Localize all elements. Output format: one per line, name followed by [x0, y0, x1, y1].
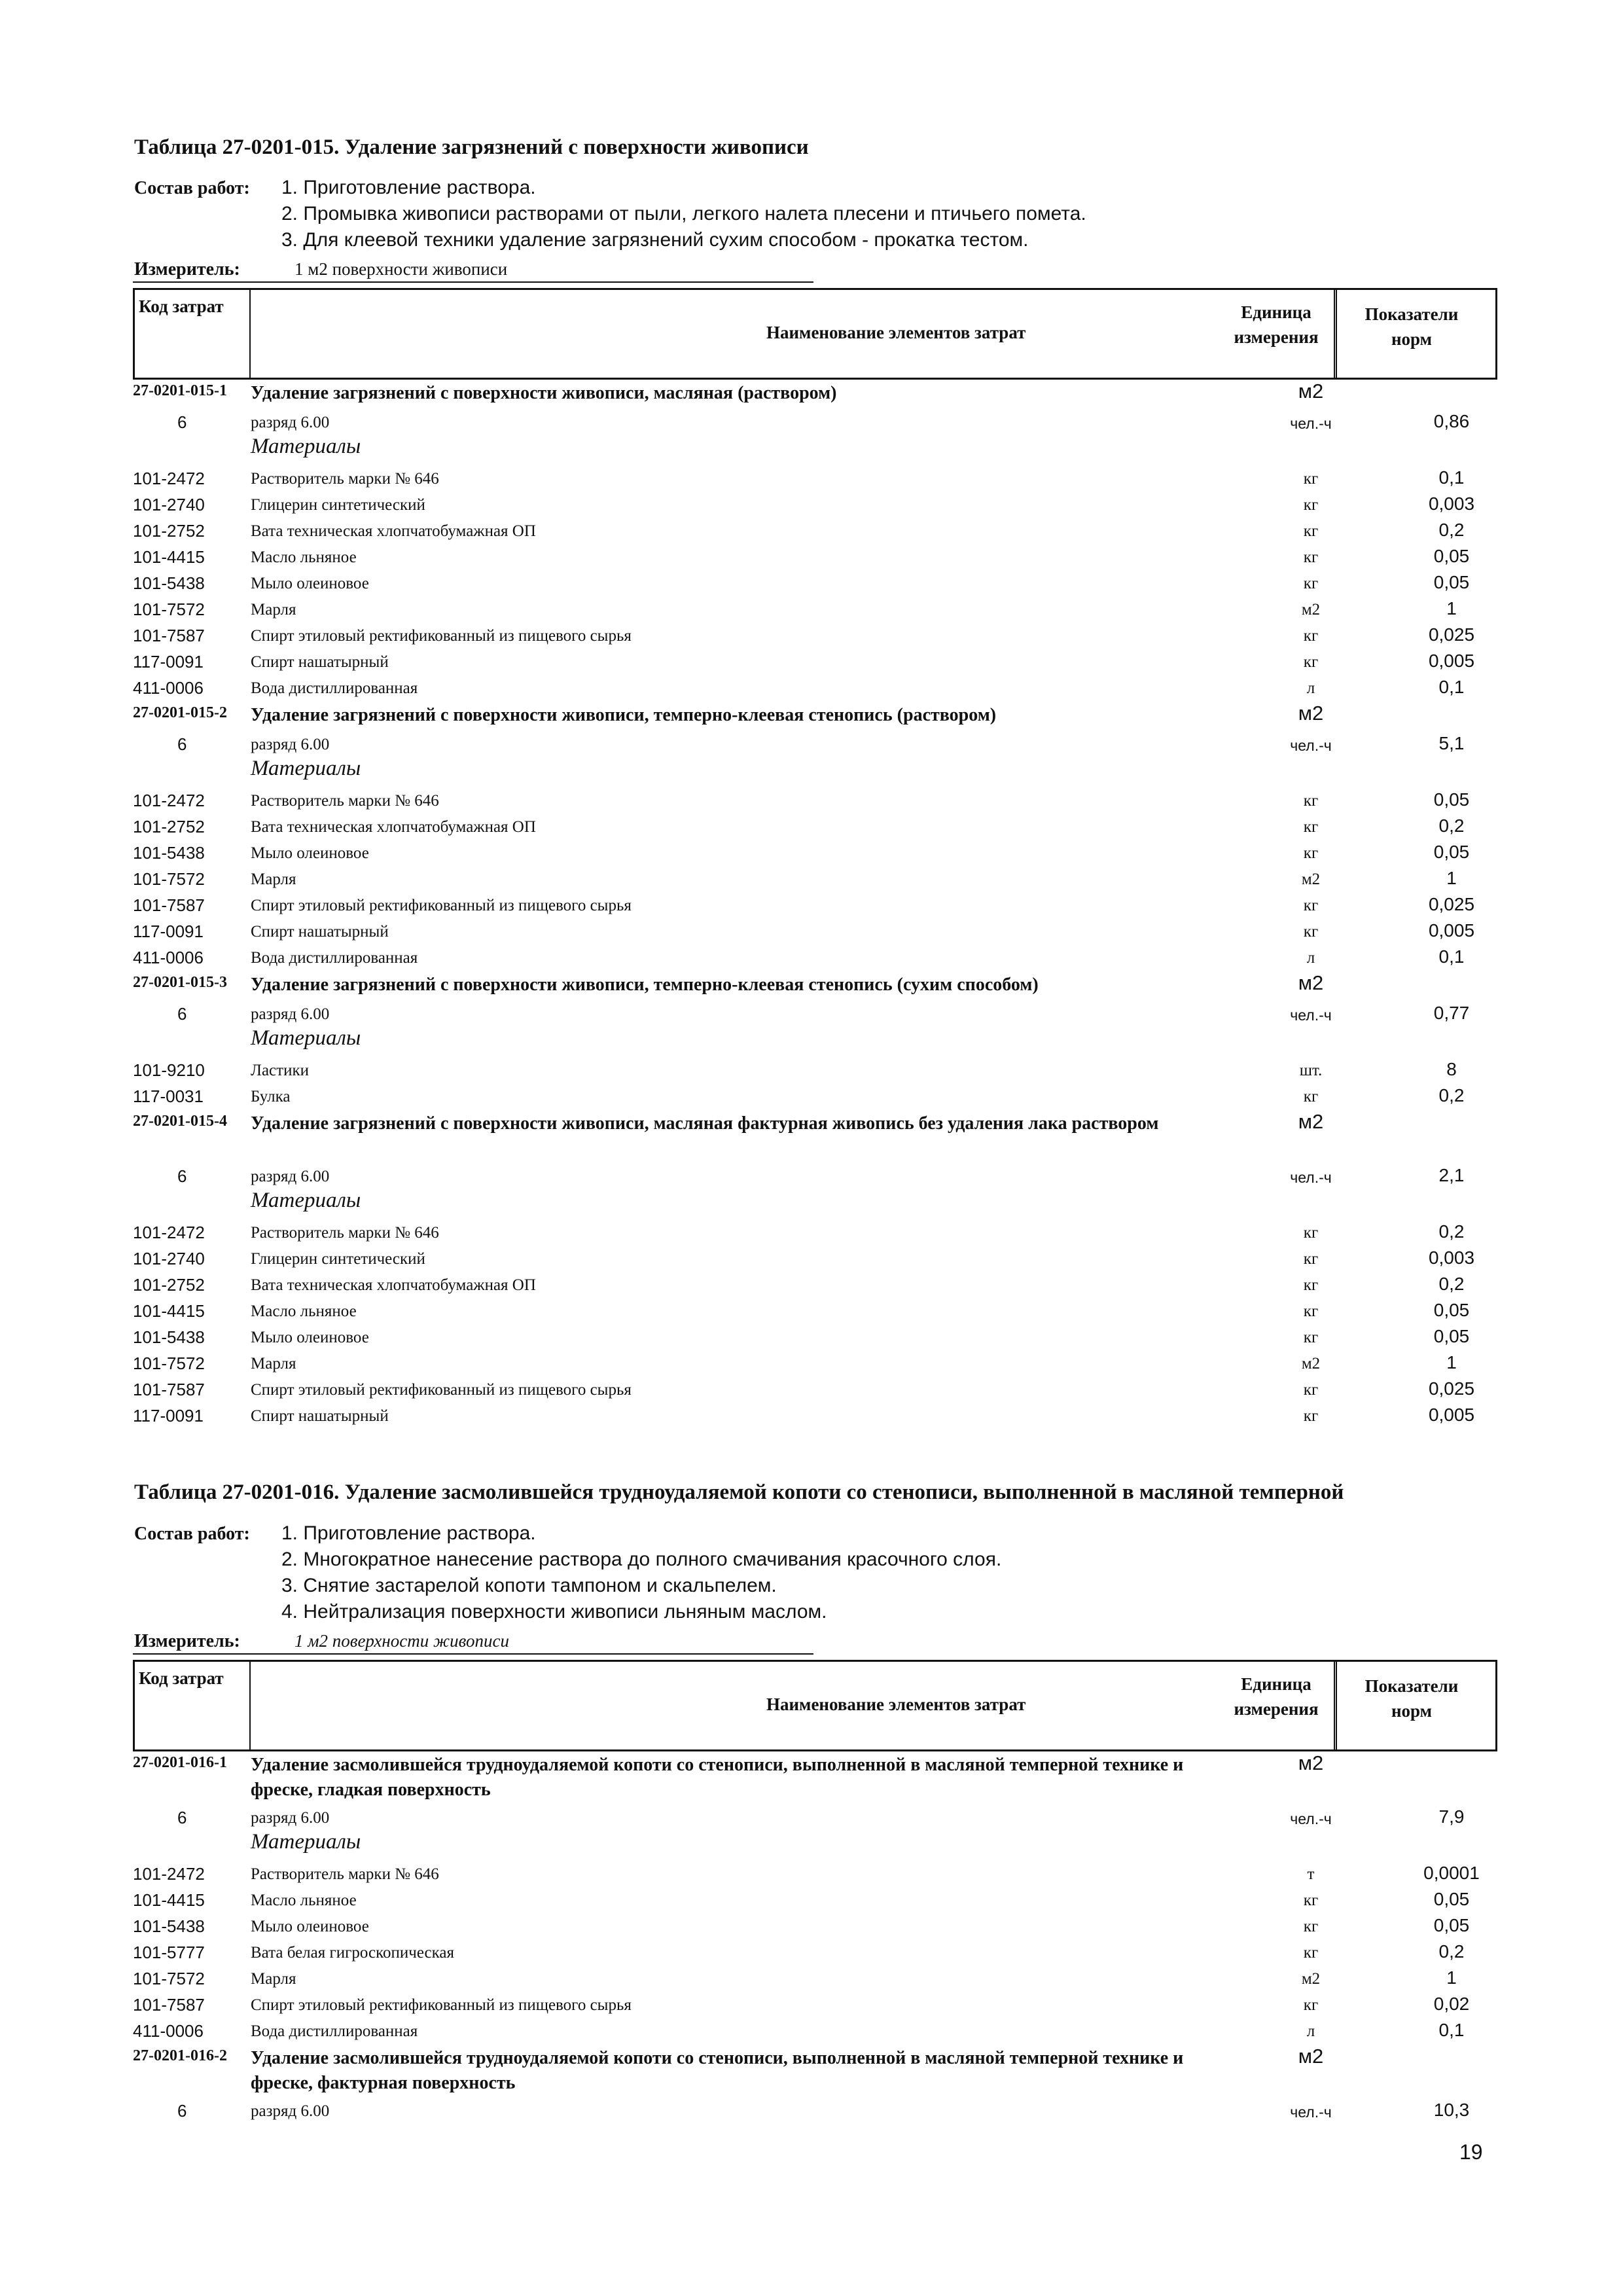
- table-row: [133, 517, 1497, 543]
- cell-unit: кг: [1303, 923, 1319, 941]
- cell-name: Удаление загрязнений с поверхности живописи, темперно-клеевая стенопись (сухим способом): [251, 975, 1039, 995]
- cell-name: Спирт этиловый ректификованный из пищевого сырья: [251, 1381, 632, 1399]
- cell-name: Растворитель марки № 646: [251, 1224, 439, 1242]
- cell-unit: м2: [1301, 601, 1321, 619]
- cell-code: 27-0201-015-2: [133, 704, 227, 721]
- cell-code: 101-5438: [133, 1916, 205, 1936]
- work-step: 2. Промывка живописи растворами от пыли, легкого налета плесени и птичьего помета.: [281, 203, 1086, 224]
- table-row: [133, 2017, 1497, 2043]
- measure-value: 1 м2 поверхности живописи: [294, 259, 508, 279]
- cell-code: 6: [177, 412, 187, 432]
- measure-value: 1 м2 поверхности живописи: [294, 1631, 509, 1651]
- cell-code: 27-0201-016-1: [133, 1754, 227, 1771]
- work-step: 1. Приготовление раствора.: [281, 1522, 536, 1544]
- header-code: Код затрат: [139, 296, 224, 316]
- work-composition-label: Состав работ:: [134, 1524, 250, 1544]
- measure-underline: [133, 1653, 813, 1655]
- cell-value: 1: [1446, 1967, 1457, 1988]
- cell-value: 1: [1446, 1352, 1457, 1372]
- table-row-section: [133, 757, 1497, 787]
- cell-name: Спирт нашатырный: [251, 923, 389, 941]
- cell-name: Глицерин синтетический: [251, 1250, 425, 1268]
- cell-name: Материалы: [251, 1026, 361, 1050]
- cell-unit: кг: [1303, 1996, 1319, 2014]
- cell-name: Материалы: [251, 1189, 361, 1212]
- table-row: [133, 1056, 1497, 1083]
- page-number: 19: [1459, 2140, 1483, 2164]
- table-row: [133, 1350, 1497, 1376]
- cell-name: Ластики: [251, 1062, 309, 1079]
- cell-name: Спирт этиловый ректификованный из пищевого сырья: [251, 1996, 632, 2014]
- table-row: [133, 1912, 1497, 1939]
- table-row-section: [133, 435, 1497, 465]
- table-row: [133, 813, 1497, 839]
- header-divider: [1334, 1660, 1335, 1751]
- cell-unit: м2: [1298, 971, 1324, 994]
- table-row: [133, 1939, 1497, 1965]
- measure-underline: [133, 281, 813, 283]
- cell-code: 101-2752: [133, 817, 205, 836]
- cell-name: Спирт этиловый ректификованный из пищевого сырья: [251, 627, 632, 645]
- cell-value: 0,1: [1438, 467, 1465, 488]
- cell-unit: кг: [1303, 897, 1319, 914]
- cell-unit: м2: [1301, 1355, 1321, 1372]
- header-norm-cell: [1336, 290, 1490, 378]
- table-row: [133, 918, 1497, 944]
- cell-unit: кг: [1303, 470, 1319, 488]
- table-row: [133, 596, 1497, 622]
- header-name: Наименование элементов затрат: [766, 1695, 1026, 1714]
- cell-code: 101-7587: [133, 895, 205, 915]
- cell-unit: т: [1307, 1865, 1315, 1883]
- cell-code: 101-2472: [133, 1864, 205, 1884]
- cell-value: 0,1: [1438, 946, 1465, 967]
- table-row: [133, 1886, 1497, 1912]
- cell-name: Спирт нашатырный: [251, 1407, 389, 1425]
- work-step: 3. Для клеевой техники удаление загрязнений сухим способом - прокатка тестом.: [281, 229, 1029, 251]
- cell-value: 0,2: [1438, 1274, 1465, 1294]
- cell-name: Вата техническая хлопчатобумажная ОП: [251, 818, 536, 836]
- cell-code: 117-0091: [133, 652, 204, 672]
- cell-unit: м2: [1298, 380, 1324, 403]
- table-row: [133, 1083, 1497, 1109]
- cell-code: 101-2740: [133, 1249, 205, 1268]
- cell-code: 101-2472: [133, 791, 205, 810]
- header-name-cell: [249, 290, 1337, 378]
- cell-unit: чел.-ч: [1290, 1810, 1332, 1827]
- cell-name: Вата техническая хлопчатобумажная ОП: [251, 522, 536, 540]
- cell-value: 0,05: [1433, 1915, 1470, 1935]
- cell-name: Спирт нашатырный: [251, 653, 389, 671]
- cell-name: Глицерин синтетический: [251, 496, 425, 514]
- table-title: Таблица 27-0201-015. Удаление загрязнений с поверхности живописи: [134, 135, 809, 159]
- cell-unit: чел.-ч: [1290, 737, 1332, 754]
- table-title: Таблица 27-0201-016. Удаление засмолившейся трудноудаляемой копоти со стенописи, выполненной в масляной темперной: [134, 1480, 1344, 1504]
- cell-name: Марля: [251, 601, 296, 619]
- work-composition-label: Состав работ:: [134, 178, 250, 198]
- table-row: [133, 1860, 1497, 1886]
- cell-name: Масло льняное: [251, 1302, 357, 1320]
- cell-unit: л: [1306, 2022, 1315, 2040]
- cell-value: 0,003: [1428, 1247, 1475, 1268]
- cell-name: Удаление загрязнений с поверхности живописи, темперно-клеевая стенопись (раствором): [251, 705, 997, 725]
- cell-value: 5,1: [1438, 733, 1465, 753]
- cell-unit: чел.-ч: [1290, 2104, 1332, 2121]
- table-row: [133, 622, 1497, 648]
- cell-value: 0,2: [1438, 1941, 1465, 1962]
- table-row-heading: [133, 2043, 1497, 2097]
- cell-unit: кг: [1303, 792, 1319, 810]
- cell-code: 101-2740: [133, 495, 205, 514]
- cell-unit: м2: [1301, 870, 1321, 888]
- cell-name: Удаление засмолившейся трудноудаляемой копоти со стенописи, выполненной в масляной темперной технике и фреске, фактурная поверхность: [251, 2048, 1184, 2093]
- header-norm-cell: [1336, 1662, 1490, 1749]
- cell-unit: м2: [1301, 1970, 1321, 1988]
- table-row: [133, 465, 1497, 491]
- cell-code: 117-0091: [133, 1406, 204, 1426]
- header-code: Код затрат: [139, 1668, 224, 1688]
- cell-value: 0,05: [1433, 1300, 1470, 1320]
- cell-name: Масло льняное: [251, 1892, 357, 1909]
- cell-unit: кг: [1303, 1944, 1319, 1962]
- table-row-heading: [133, 378, 1497, 408]
- table-row: [133, 648, 1497, 674]
- work-step: 1. Приготовление раствора.: [281, 177, 536, 198]
- cell-code: 101-4415: [133, 1890, 205, 1910]
- work-step: 3. Снятие застарелой копоти тампоном и скальпелем.: [281, 1575, 777, 1596]
- table-row: [133, 1323, 1497, 1350]
- cell-code: 117-0031: [133, 1086, 204, 1106]
- cell-value: 0,1: [1438, 677, 1465, 697]
- table-row-section: [133, 1026, 1497, 1056]
- cell-name: Мыло олеиновое: [251, 1329, 369, 1346]
- cell-unit: кг: [1303, 627, 1319, 645]
- cell-code: 101-2472: [133, 1223, 205, 1242]
- cell-unit: кг: [1303, 575, 1319, 592]
- table-row: [133, 1965, 1497, 1991]
- table-row-heading: [133, 1109, 1497, 1162]
- measure-label: Измеритель:: [134, 259, 240, 279]
- cell-value: 0,05: [1433, 1889, 1470, 1909]
- table-row: [133, 787, 1497, 813]
- cell-name: Вода дистиллированная: [251, 2022, 418, 2040]
- table-row: [133, 1376, 1497, 1402]
- cell-code: 101-5438: [133, 573, 205, 593]
- cell-name: Материалы: [251, 757, 361, 780]
- table-row: [133, 865, 1497, 891]
- cell-code: 6: [177, 1004, 187, 1024]
- cell-unit: кг: [1303, 1329, 1319, 1346]
- cell-value: 0,003: [1428, 493, 1475, 514]
- header-unit: Единица измерения: [1234, 1674, 1319, 1719]
- header-divider: [1334, 288, 1335, 380]
- cell-name: Растворитель марки № 646: [251, 1865, 439, 1883]
- cell-unit: м2: [1298, 702, 1324, 725]
- cell-value: 10,3: [1433, 2100, 1470, 2120]
- header-name: Наименование элементов затрат: [766, 323, 1026, 342]
- cell-unit: шт.: [1299, 1062, 1323, 1079]
- table-row: [133, 891, 1497, 918]
- cell-code: 411-0006: [133, 948, 204, 967]
- cell-unit: л: [1306, 679, 1315, 697]
- cell-value: 0,0001: [1423, 1863, 1480, 1883]
- cell-code: 117-0091: [133, 922, 204, 941]
- table-row: [133, 1271, 1497, 1297]
- cell-code: 101-2472: [133, 469, 205, 488]
- cell-name: Растворитель марки № 646: [251, 470, 439, 488]
- cell-unit: кг: [1303, 1407, 1319, 1425]
- cell-name: разряд 6.00: [251, 1005, 330, 1023]
- cell-code: 101-7587: [133, 626, 205, 645]
- cell-unit: кг: [1303, 1381, 1319, 1399]
- cell-code: 101-9210: [133, 1060, 205, 1080]
- cell-value: 0,02: [1433, 1994, 1470, 2014]
- cell-name: Мыло олеиновое: [251, 575, 369, 592]
- cell-code: 101-7572: [133, 1354, 205, 1373]
- cell-unit: м2: [1298, 1751, 1324, 1774]
- table-row-section: [133, 1189, 1497, 1219]
- cell-unit: кг: [1303, 522, 1319, 540]
- cell-value: 0,2: [1438, 1085, 1465, 1105]
- cell-code: 101-5777: [133, 1943, 205, 1962]
- header-norm: Показатели норм: [1364, 1676, 1459, 1721]
- cell-name: Растворитель марки № 646: [251, 792, 439, 810]
- table-row: [133, 730, 1497, 757]
- table-row: [133, 1991, 1497, 2017]
- cell-value: 0,005: [1428, 920, 1475, 941]
- cell-name: Удаление засмолившейся трудноудаляемой копоти со стенописи, выполненной в масляной темперной технике и фреске, гладкая поверхность: [251, 1755, 1184, 1800]
- cell-unit: кг: [1303, 844, 1319, 862]
- cell-unit: кг: [1303, 1918, 1319, 1935]
- cell-code: 411-0006: [133, 2021, 204, 2041]
- cell-name: Масло льняное: [251, 548, 357, 566]
- cell-value: 0,05: [1433, 546, 1470, 566]
- work-step: 2. Многократное нанесение раствора до полного смачивания красочного слоя.: [281, 1549, 1002, 1570]
- cell-value: 0,05: [1433, 1326, 1470, 1346]
- cell-name: Марля: [251, 870, 296, 888]
- table-row: [133, 1219, 1497, 1245]
- cell-value: 0,77: [1433, 1003, 1470, 1023]
- table-row: [133, 543, 1497, 569]
- table-row-section: [133, 1830, 1497, 1860]
- cell-name: Марля: [251, 1355, 296, 1372]
- cell-name: разряд 6.00: [251, 1809, 330, 1827]
- cell-name: Материалы: [251, 1830, 361, 1854]
- cell-code: 101-7572: [133, 600, 205, 619]
- cell-name: Марля: [251, 1970, 296, 1988]
- cell-unit: кг: [1303, 548, 1319, 566]
- cell-unit: чел.-ч: [1290, 415, 1332, 432]
- table-row: [133, 674, 1497, 700]
- cell-unit: кг: [1303, 1892, 1319, 1909]
- cell-code: 101-7572: [133, 1969, 205, 1988]
- cell-unit: м2: [1298, 1110, 1324, 1133]
- cell-code: 6: [177, 1808, 187, 1827]
- cell-name: Вата белая гигроскопическая: [251, 1944, 454, 1962]
- cell-code: 101-7572: [133, 869, 205, 889]
- cell-unit: кг: [1303, 818, 1319, 836]
- cell-value: 0,86: [1433, 411, 1470, 431]
- cell-unit: кг: [1303, 1250, 1319, 1268]
- cell-value: 1: [1446, 598, 1457, 619]
- cell-unit: кг: [1303, 1302, 1319, 1320]
- cell-code: 6: [177, 2101, 187, 2121]
- cell-code: 101-5438: [133, 843, 205, 863]
- cell-value: 0,05: [1433, 789, 1470, 810]
- header-unit: Единица измерения: [1234, 302, 1319, 347]
- cell-name: Мыло олеиновое: [251, 1918, 369, 1935]
- cell-name: разряд 6.00: [251, 414, 330, 431]
- cell-name: Спирт этиловый ректификованный из пищевого сырья: [251, 897, 632, 914]
- cell-value: 8: [1446, 1059, 1457, 1079]
- cell-value: 0,2: [1438, 520, 1465, 540]
- cell-name: Удаление загрязнений с поверхности живописи, масляная (раствором): [251, 383, 837, 403]
- cell-name: Вода дистиллированная: [251, 949, 418, 967]
- cell-value: 0,05: [1433, 572, 1470, 592]
- table-row: [133, 1402, 1497, 1428]
- header-code-cell: [135, 1662, 251, 1749]
- table-row: [133, 408, 1497, 435]
- cell-name: Вода дистиллированная: [251, 679, 418, 697]
- table-row: [133, 1297, 1497, 1323]
- cell-value: 0,005: [1428, 1405, 1475, 1425]
- table-row: [133, 569, 1497, 596]
- cell-value: 0,2: [1438, 816, 1465, 836]
- cell-code: 27-0201-015-4: [133, 1113, 227, 1130]
- table-row: [133, 944, 1497, 970]
- cell-code: 101-4415: [133, 1301, 205, 1321]
- cell-name: Булка: [251, 1088, 291, 1105]
- cell-name: Материалы: [251, 435, 361, 458]
- cell-unit: чел.-ч: [1290, 1007, 1332, 1024]
- cell-value: 0,025: [1428, 1378, 1475, 1399]
- cell-value: 7,9: [1438, 1806, 1465, 1827]
- cell-code: 6: [177, 734, 187, 754]
- cell-name: разряд 6.00: [251, 2102, 330, 2120]
- cell-unit: кг: [1303, 496, 1319, 514]
- cell-unit: кг: [1303, 1276, 1319, 1294]
- table-row-heading: [133, 1750, 1497, 1804]
- cell-value: 0,005: [1428, 651, 1475, 671]
- cell-unit: кг: [1303, 1224, 1319, 1242]
- header-norm: Показатели норм: [1364, 304, 1459, 349]
- cell-unit: м2: [1298, 2045, 1324, 2068]
- table-row-heading: [133, 700, 1497, 730]
- cell-value: 0,025: [1428, 624, 1475, 645]
- cell-value: 0,1: [1438, 2020, 1465, 2040]
- table-row: [133, 2097, 1497, 2123]
- header-code-cell: [135, 290, 251, 378]
- cell-value: 1: [1446, 868, 1457, 888]
- cell-code: 6: [177, 1166, 187, 1186]
- cell-name: Мыло олеиновое: [251, 844, 369, 862]
- cell-unit: чел.-ч: [1290, 1169, 1332, 1186]
- table-row-heading: [133, 970, 1497, 1000]
- cell-name: Удаление загрязнений с поверхности живописи, масляная фактурная живопись без удаления лака раствором: [251, 1113, 1159, 1134]
- table-row: [133, 839, 1497, 865]
- table-row: [133, 491, 1497, 517]
- cell-code: 27-0201-016-2: [133, 2047, 227, 2064]
- table-row: [133, 1245, 1497, 1271]
- cell-name: разряд 6.00: [251, 1168, 330, 1185]
- cell-code: 101-2752: [133, 521, 205, 541]
- cell-code: 27-0201-015-1: [133, 382, 227, 399]
- cell-code: 101-7587: [133, 1380, 205, 1399]
- cell-code: 411-0006: [133, 678, 204, 698]
- cell-name: Вата техническая хлопчатобумажная ОП: [251, 1276, 536, 1294]
- cell-unit: кг: [1303, 653, 1319, 671]
- cell-value: 0,2: [1438, 1221, 1465, 1242]
- cell-unit: л: [1306, 949, 1315, 967]
- cell-value: 0,025: [1428, 894, 1475, 914]
- work-step: 4. Нейтрализация поверхности живописи льняным маслом.: [281, 1601, 827, 1623]
- cell-name: разряд 6.00: [251, 736, 330, 753]
- cell-value: 0,05: [1433, 842, 1470, 862]
- cell-unit: кг: [1303, 1088, 1319, 1105]
- cell-code: 101-2752: [133, 1275, 205, 1295]
- header-name-cell: [249, 1662, 1337, 1749]
- table-row: [133, 1804, 1497, 1830]
- cell-code: 101-4415: [133, 547, 205, 567]
- cell-value: 2,1: [1438, 1165, 1465, 1185]
- table-row: [133, 1000, 1497, 1026]
- table-row: [133, 1162, 1497, 1189]
- cell-code: 101-5438: [133, 1327, 205, 1347]
- measure-label: Измеритель:: [134, 1631, 240, 1651]
- cell-code: 101-7587: [133, 1995, 205, 2015]
- cell-code: 27-0201-015-3: [133, 974, 227, 991]
